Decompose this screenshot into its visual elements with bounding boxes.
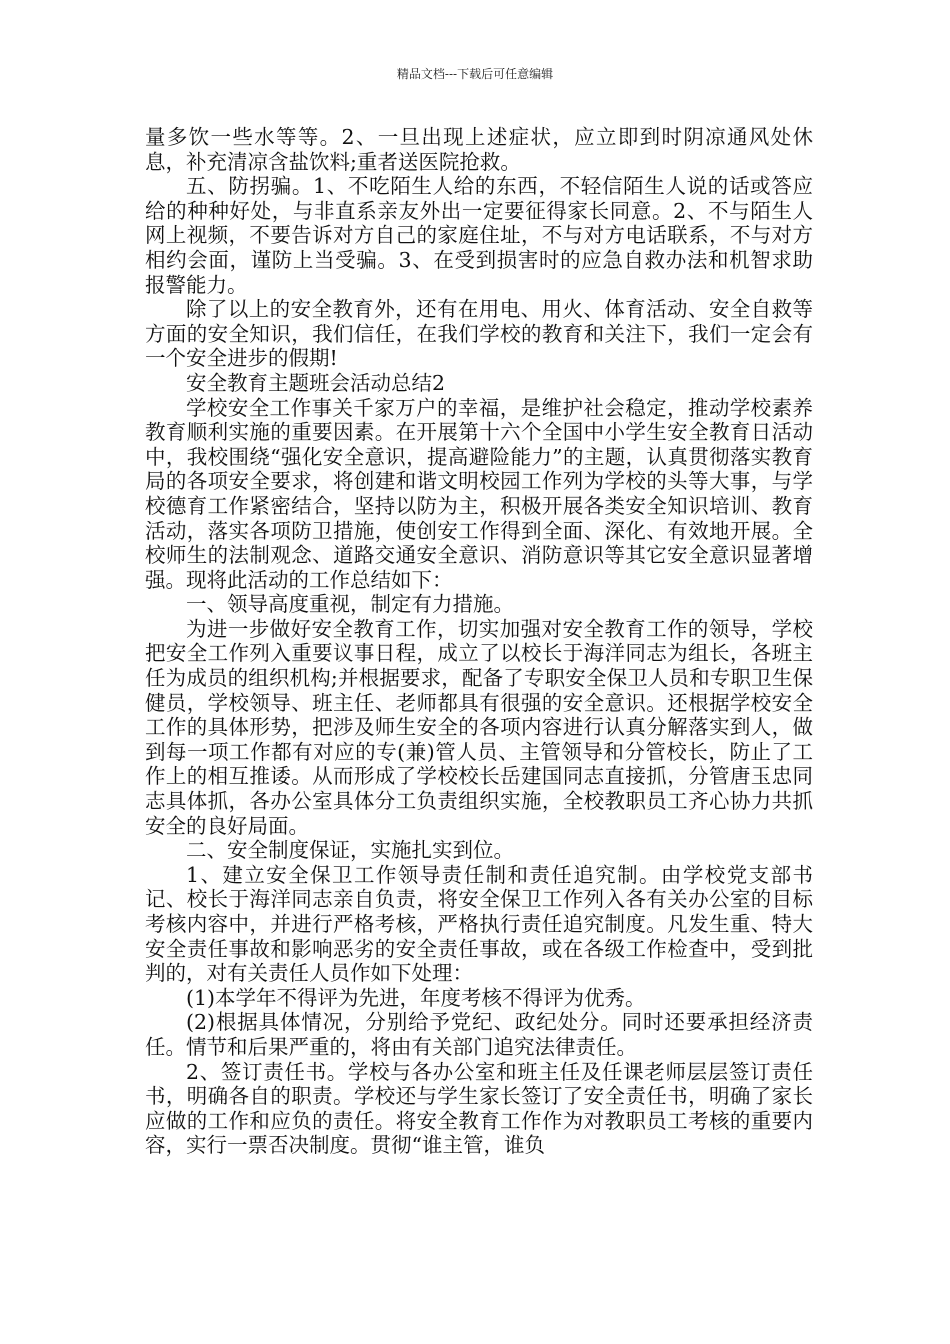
paragraph: 五、防拐骗。1、不吃陌生人给的东西，不轻信陌生人说的话或答应给的种种好处，与非直系亲友外出一定要征得家长同意。2、不与陌生人网上视频，不要告诉对方自己的家庭住址，不与对方电话联系，不与对方相约会面，谨防上当受骗。3、在受到损害时的应急自救办法和机智求助报警能力。 <box>145 174 813 297</box>
section-heading: 一、领导高度重视，制定有力措施。 <box>186 592 514 617</box>
list-item: (2)根据具体情况，分别给予党纪、政纪处分。同时还要承担经济责任。情节和后果严重的，将由有关部门追究法律责任。 <box>145 1010 813 1059</box>
page-header: 精品文档---下载后可任意编辑 <box>396 67 554 81</box>
list-item: (1)本学年不得评为先进，年度考核不得评为优秀。 <box>186 985 646 1010</box>
paragraph: 2、签订责任书。学校与各办公室和班主任及任课老师层层签订责任书，明确各自的职责。学校还与学生家长签订了安全责任书，明确了家长应做的工作和应负的责任。将安全教育工作作为对教职员工考核的重要内容，实行一票否决制度。贯彻“谁主管，谁负 <box>145 1059 813 1158</box>
section-heading: 二、安全制度保证，实施扎实到位。 <box>186 838 514 863</box>
paragraph: 为进一步做好安全教育工作，切实加强对安全教育工作的领导，学校把安全工作列入重要议事日程，成立了以校长于海洋同志为组长，各班主任为成员的组织机构;并根据要求，配备了专职安全保卫人员和专职卫生保健员，学校领导、班主任、老师都具有很强的安全意识。还根据学校安全工作的具体形势，把涉及师生安全的各项内容进行认真分解落实到人，做到每一项工作都有对应的专(兼)管人员、主管领导和分管校长，防止了工作上的相互推诿。从而形成了学校校长岳建国同志直接抓，分管唐玉忠同志具体抓，各办公室具体分工负责组织实施，全校教职员工齐心协力共抓安全的良好局面。 <box>145 616 813 838</box>
section-title: 安全教育主题班会活动总结2 <box>186 370 446 395</box>
paragraph: 1、建立安全保卫工作领导责任制和责任追究制。由学校党支部书记、校长于海洋同志亲自负责，将安全保卫工作列入各有关办公室的目标考核内容中，并进行严格考核，严格执行责任追究制度。凡发生重、特大安全责任事故和影响恶劣的安全责任事故，或在各级工作检查中，受到批判的，对有关责任人员作如下处理： <box>145 862 813 986</box>
paragraph: 学校安全工作事关千家万户的幸福，是维护社会稳定，推动学校素养教育顺利实施的重要因素。在开展第十六个全国中小学生安全教育日活动中，我校围绕“强化安全意识，提高避险能力”的主题，认真贯彻落实教育局的各项安全要求，将创建和谐文明校园工作列为学校的头等大事，与学校德育工作紧密结合，坚持以防为主，积极开展各类安全知识培训、教育活动，落实各项防卫措施，使创安工作得到全面、深化、有效地开展。全校师生的法制观念、道路交通安全意识、消防意识等其它安全意识显著增强。现将此活动的工作总结如下： <box>145 395 813 592</box>
paragraph: 除了以上的安全教育外，还有在用电、用火、体育活动、安全自救等方面的安全知识，我们信任，在我们学校的教育和关注下，我们一定会有一个安全进步的假期! <box>145 297 813 371</box>
document-body <box>145 125 813 1158</box>
paragraph: 量多饮一些水等等。2、一旦出现上述症状，应立即到时阴凉通风处休息，补充清凉含盐饮料;重者送医院抢救。 <box>145 125 813 174</box>
